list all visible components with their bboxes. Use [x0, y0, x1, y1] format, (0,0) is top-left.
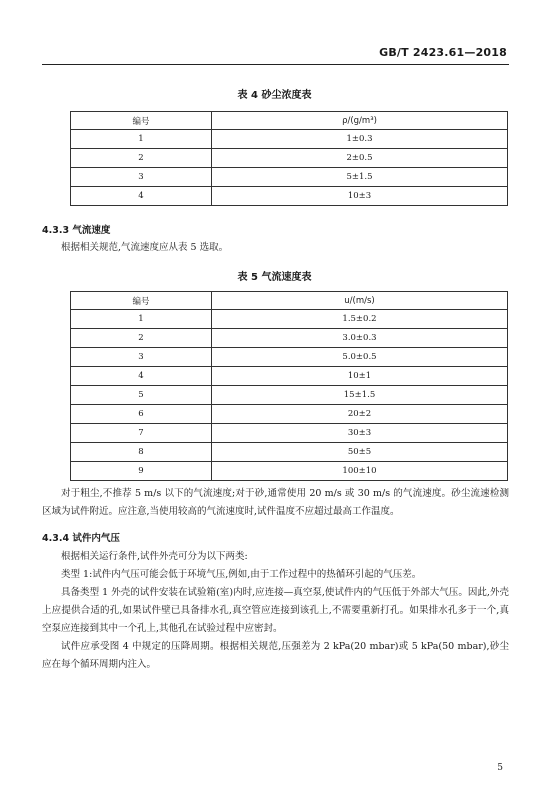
paragraph-text: 试件应承受图 4 中规定的压降周期。根据相关规范,压强差为 2 kPa(20 mbar)或 5 kPa(50 mbar),砂尘应在每个循环周期内注入。 — [42, 641, 509, 670]
table5-cell-value: 5.0±0.5 — [212, 348, 508, 367]
table5-cell-number: 3 — [71, 348, 212, 367]
table4-cell-value: 2±0.5 — [212, 149, 508, 168]
table-row — [71, 348, 508, 367]
header-rule — [42, 64, 509, 65]
table5-cell-number: 2 — [71, 329, 212, 348]
table-row — [71, 462, 508, 481]
table5-cell-value: 3.0±0.3 — [212, 329, 508, 348]
section-heading-4-3-3: 4.3.3 气流速度 — [42, 225, 111, 236]
table4-cell-value: 5±1.5 — [212, 168, 508, 187]
table5-cell-value: 1.5±0.2 — [212, 310, 508, 329]
airflow-note-paragraph — [42, 485, 509, 521]
table4-caption: 表 4 砂尘浓度表 — [237, 90, 312, 101]
table4-cell-value: 1±0.3 — [212, 130, 508, 149]
paragraph-text: 根据相关规范,气流速度应从表 5 选取。 — [61, 242, 229, 253]
table5-cell-number: 1 — [71, 310, 212, 329]
table-row — [71, 329, 508, 348]
document-code: GB/T 2423.61—2018 — [379, 46, 507, 59]
table-row — [71, 405, 508, 424]
page-number: 5 — [497, 763, 503, 773]
table4 — [70, 111, 508, 206]
table5-cell-value: 15±1.5 — [212, 386, 508, 405]
table-row — [71, 386, 508, 405]
table5 — [70, 291, 508, 481]
table5-header-number: 编号 — [71, 292, 212, 310]
table4-cell-number: 3 — [71, 168, 212, 187]
table-row — [71, 424, 508, 443]
table5-cell-value: 100±10 — [212, 462, 508, 481]
table5-caption: 表 5 气流速度表 — [237, 272, 312, 283]
section-heading-4-3-4: 4.3.4 试件内气压 — [42, 533, 120, 544]
table-row — [71, 168, 508, 187]
table5-cell-value: 30±3 — [212, 424, 508, 443]
table5-cell-number: 7 — [71, 424, 212, 443]
paragraph-text: 对于粗尘,不推荐 5 m/s 以下的气流速度;对于砂,通常使用 20 m/s 或 30 m/s 的气流速度。砂尘流速检测区域为试件附近。应注意,当使用较高的气流速度时,试件温度不应超过最高工作温度。 — [42, 488, 509, 517]
table5-cell-number: 6 — [71, 405, 212, 424]
paragraph-text: 根据相关运行条件,试件外壳可分为以下两类: — [61, 551, 248, 562]
table4-cell-value: 10±3 — [212, 187, 508, 206]
table-row — [71, 367, 508, 386]
paragraph-text: 具备类型 1 外壳的试件安装在试验箱(室)内时,应连接—真空泵,使试件内的气压低于外部大气压。因此,外壳上应提供合适的孔,如果试件壁已具备排水孔,真空管应连接到该孔上,不需要重新打孔。如果排水孔多于一个,真空泵应连接到其中一个孔上,其他孔在试验过程中应密封。 — [42, 587, 509, 634]
table4-header-number: 编号 — [71, 112, 212, 130]
table4-cell-number: 4 — [71, 187, 212, 206]
table-row — [71, 149, 508, 168]
table5-cell-number: 4 — [71, 367, 212, 386]
table5-cell-number: 5 — [71, 386, 212, 405]
table5-cell-number: 9 — [71, 462, 212, 481]
table5-cell-number: 8 — [71, 443, 212, 462]
table5-header-value: u/(m/s) — [212, 292, 508, 310]
table5-cell-value: 20±2 — [212, 405, 508, 424]
section-4-3-3-paragraph — [42, 239, 509, 257]
table-row — [71, 187, 508, 206]
table4-cell-number: 1 — [71, 130, 212, 149]
table4-cell-number: 2 — [71, 149, 212, 168]
paragraph-text: 类型 1:试件内气压可能会低于环境气压,例如,由于工作过程中的热循环引起的气压差。 — [61, 569, 422, 580]
table-row — [71, 443, 508, 462]
section-4-3-4-body — [42, 548, 509, 674]
table4-header-value: ρ/(g/m³) — [212, 112, 508, 130]
table5-cell-value: 50±5 — [212, 443, 508, 462]
table-row — [71, 130, 508, 149]
table5-cell-value: 10±1 — [212, 367, 508, 386]
table-row — [71, 310, 508, 329]
